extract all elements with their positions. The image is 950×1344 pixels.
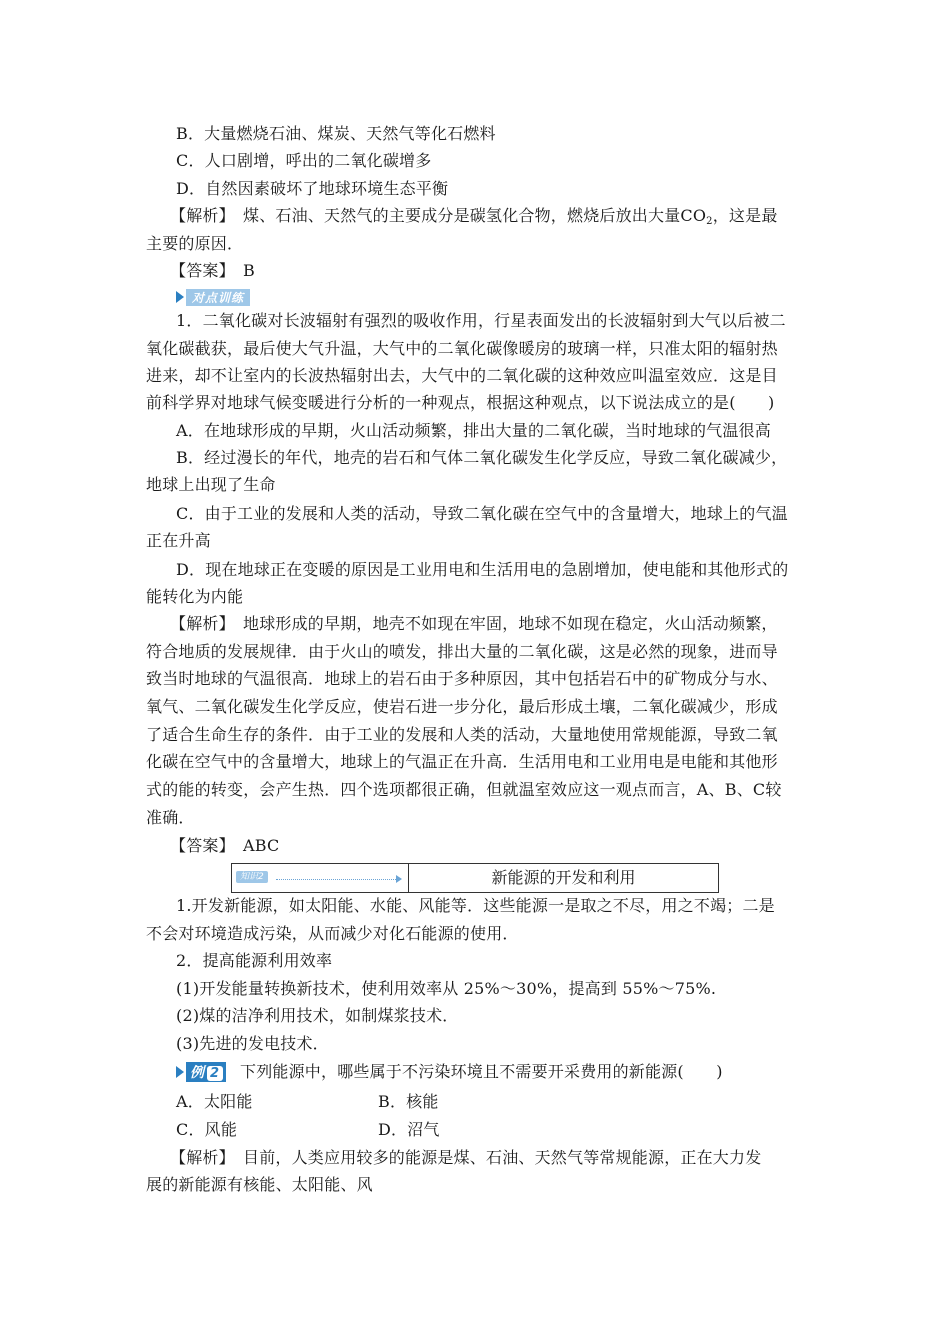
analysis-2-line5: 了适合生命生存的条件．由于工业的发展和人类的活动，大量地使用常规能源，导致二氧 <box>146 725 778 744</box>
analysis-3-line1: 【解析】 目前，人类应用较多的能源是煤、石油、天然气等常规能源，正在大力发 <box>170 1148 762 1167</box>
analysis-2-line4: 氧气、二氧化碳发生化学反应，使岩石进一步分化，最后形成土壤，二氧化碳减少，形成 <box>146 697 778 716</box>
example-2-option-b: B．核能 <box>378 1092 439 1111</box>
analysis-2-line2: 符合地质的发展规律．由于火山的喷发，排出大量的二氧化碳，这是必然的现象，进而导 <box>146 642 778 661</box>
analysis-1-line2: 主要的原因． <box>146 234 244 253</box>
section-tag: 知识2 <box>232 864 409 892</box>
q1-option-b-line2: 地球上出现了生命 <box>146 475 276 494</box>
q1-option-b-line1: B．经过漫长的年代，地壳的岩石和气体二氧化碳发生化学反应，导致二氧化碳减少， <box>176 448 788 467</box>
option-c-line: C．人口剧增，呼出的二氧化碳增多 <box>176 151 432 170</box>
q1-stem-line1: 1．二氧化碳对长波辐射有强烈的吸收作用，行星表面发出的长波辐射到大气以后被二 <box>176 311 786 330</box>
point-1-line1: 1.开发新能源，如太阳能、水能、风能等．这些能源一是取之不尽，用之不竭；二是 <box>176 896 775 915</box>
section-header <box>231 863 719 893</box>
point-1-line2: 不会对环境造成污染，从而减少对化石能源的使用． <box>146 924 519 943</box>
analysis-3-line2: 展的新能源有核能、太阳能、风 <box>146 1175 373 1194</box>
answer-2: 【答案】 ABC <box>170 836 280 855</box>
practice-badge: 对点训练 <box>176 289 250 305</box>
q1-stem-line4: 前科学界对地球气候变暖进行分析的一种观点，根据这种观点，以下说法成立的是( ) <box>146 393 775 412</box>
analysis-2-line8: 准确． <box>146 808 195 827</box>
section-title: 新能源的开发和利用 <box>491 868 636 887</box>
analysis-2-line6: 化碳在空气中的含量增大，地球上的气温正在升高．生活用电和工业用电是电能和其他形 <box>146 752 778 771</box>
q1-option-a: A．在地球形成的早期，火山活动频繁，排出大量的二氧化碳，当时地球的气温很高 <box>176 421 771 440</box>
q1-stem-line2: 氧化碳截获，最后使大气升温，大气中的二氧化碳像暖房的玻璃一样，只准太阳的辐射热 <box>146 339 778 358</box>
q1-option-d-line1: D．现在地球正在变暖的原因是工业用电和生活用电的急剧增加，使电能和其他形式的 <box>176 560 789 579</box>
dotted-line <box>276 879 396 880</box>
point-2-2: (2)煤的洁净利用技术，如制煤浆技术． <box>176 1006 459 1025</box>
point-2: 2．提高能源利用效率 <box>176 951 333 970</box>
answer-1: 【答案】 B <box>170 261 255 280</box>
triangle-icon <box>176 1066 184 1078</box>
example-2-option-a: A．太阳能 <box>176 1092 253 1111</box>
point-2-1: (1)开发能量转换新技术，使利用效率从 25%～30%，提高到 55%～75%. <box>176 979 717 998</box>
triangle-icon <box>176 291 184 303</box>
analysis-2-line3: 致当时地球的气温很高．地球上的岩石由于多种原因，其中包括岩石中的矿物成分与水、 <box>146 669 778 688</box>
analysis-2-line1: 【解析】 地球形成的早期，地壳不如现在牢固，地球不如现在稳定，火山活动频繁， <box>170 614 778 633</box>
q1-option-c-line1: C．由于工业的发展和人类的活动，导致二氧化碳在空气中的含量增大，地球上的气温 <box>176 504 788 523</box>
point-2-3: (3)先进的发电技术． <box>176 1034 329 1053</box>
q1-option-c-line2: 正在升高 <box>146 531 211 550</box>
example-2-option-c: C．风能 <box>176 1120 238 1139</box>
example-2-option-d: D．沼气 <box>378 1120 440 1139</box>
example-2-badge: 例 2 <box>176 1064 226 1080</box>
q1-stem-line3: 进来，却不让室内的长波热辐射出去，大气中的二氧化碳的这种效应叫温室效应．这是目 <box>146 366 778 385</box>
example-2-question: 下列能源中，哪些属于不污染环境且不需要开采费用的新能源( ) <box>240 1062 723 1081</box>
option-d-line: D．自然因素破坏了地球环境生态平衡 <box>176 179 449 198</box>
option-b-line: B．大量燃烧石油、煤炭、天然气等化石燃料 <box>176 124 496 143</box>
analysis-2-line7: 式的能的转变，会产生热．四个选项都很正确，但就温室效应这一观点而言，A、B、C较 <box>146 780 782 799</box>
q1-option-d-line2: 能转化为内能 <box>146 587 244 606</box>
arrow-icon <box>396 875 402 883</box>
analysis-1-line1: 【解析】 煤、石油、天然气的主要成分是碳氢化合物，燃烧后放出大量$CO_2$，这是最 <box>170 206 778 227</box>
